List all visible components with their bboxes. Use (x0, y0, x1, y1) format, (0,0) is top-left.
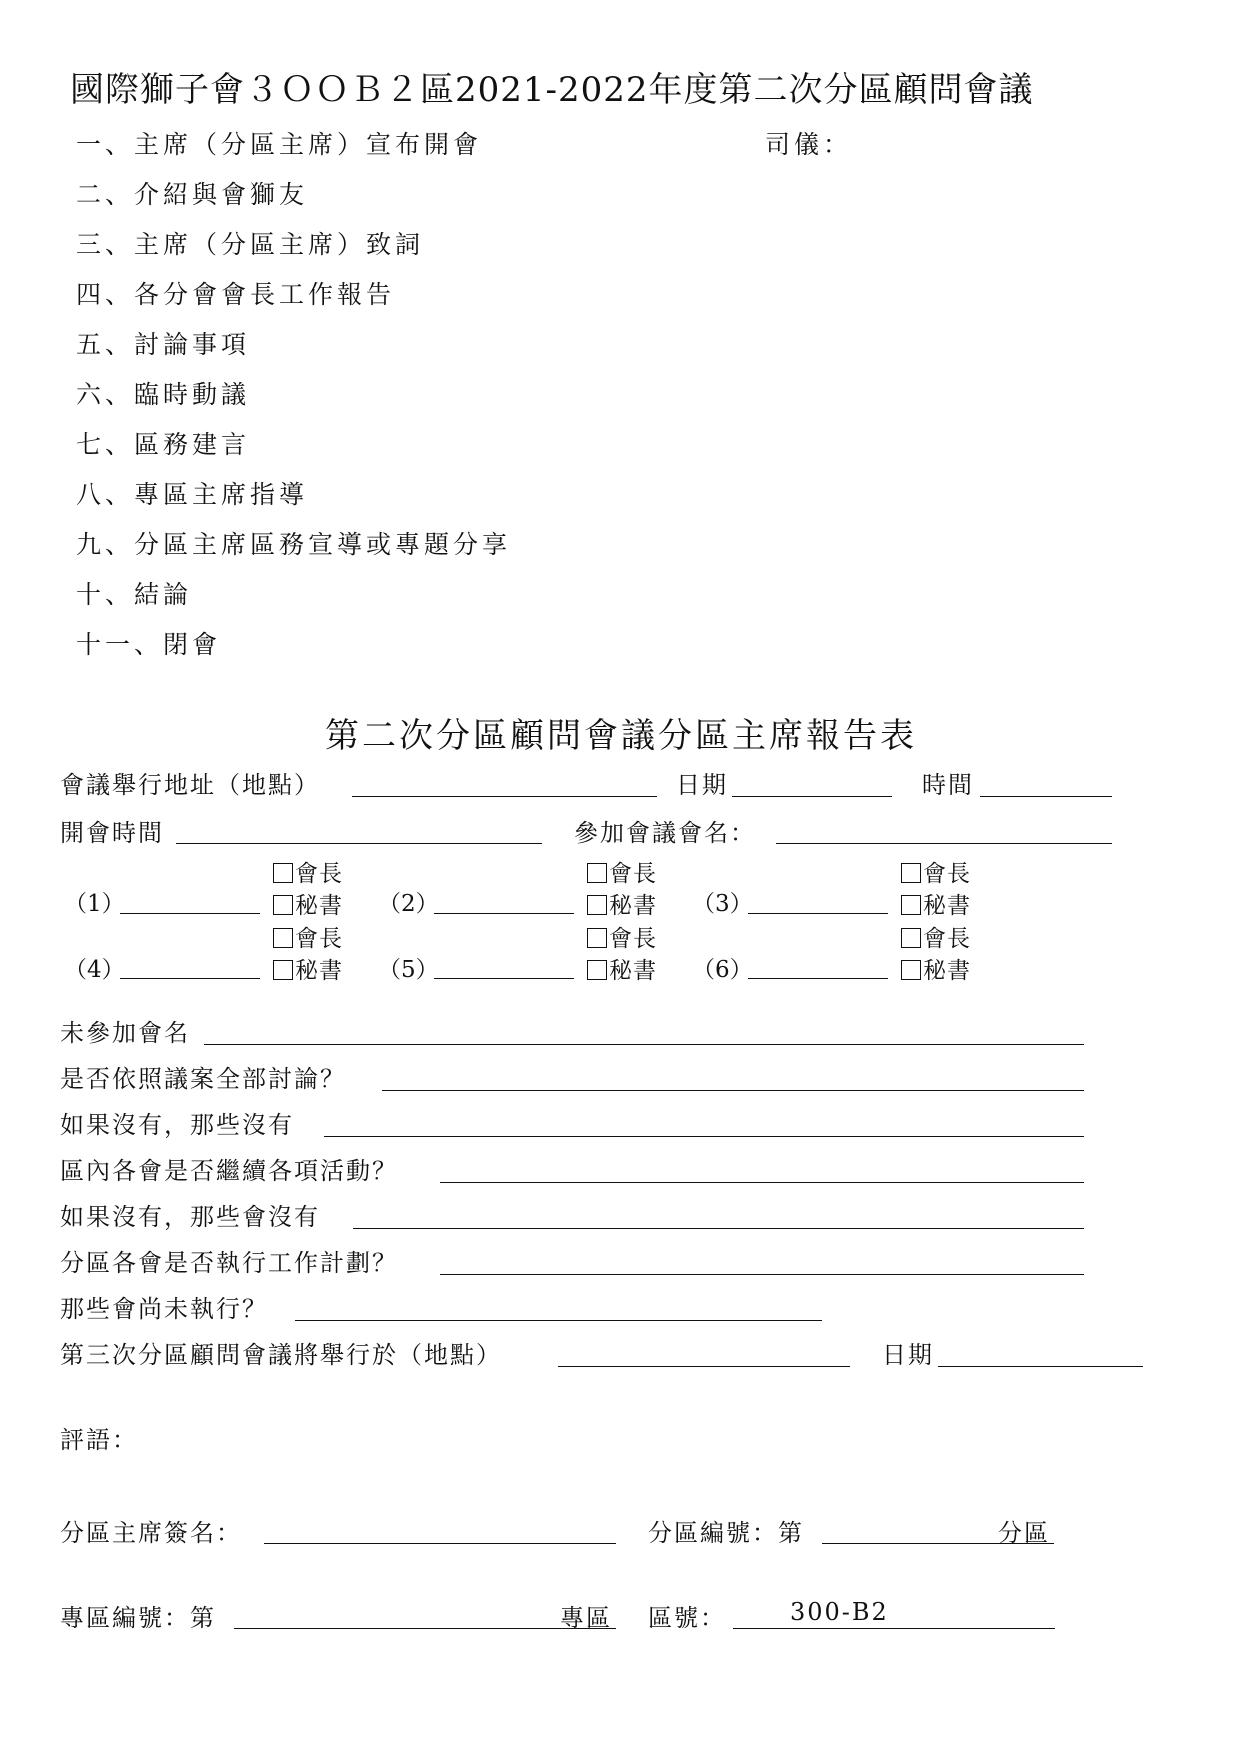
agenda-item: 十、結論 (76, 580, 193, 609)
answer-field[interactable] (440, 1274, 1084, 1275)
report-title: 第二次分區顧問會議分區主席報告表 (325, 716, 917, 756)
agenda-item: 八、專區主席指導 (76, 480, 309, 509)
district-label: 區號： (648, 1604, 726, 1632)
next-meeting-label: 第三次分區顧問會議將舉行於（地點） (60, 1341, 502, 1369)
checkbox[interactable] (273, 960, 293, 980)
role-option[interactable]: 秘書 (901, 955, 971, 987)
next-meeting-location-field[interactable] (558, 1366, 850, 1367)
district-value: 300-B2 (790, 1598, 889, 1626)
role-option[interactable]: 會長 (273, 858, 343, 890)
agenda-item: 二、介紹與會獅友 (76, 180, 309, 209)
question-label: 分區各會是否執行工作計劃？ (60, 1249, 398, 1277)
agenda-item: 六、臨時動議 (76, 380, 251, 409)
answer-field[interactable] (204, 1044, 1084, 1045)
address-field[interactable] (352, 796, 657, 797)
district-field[interactable] (733, 1628, 1055, 1629)
checkbox[interactable] (901, 960, 921, 980)
agenda-item: 三、主席（分區主席）致詞 (76, 230, 425, 259)
role-option[interactable]: 會長 (901, 923, 971, 955)
role-option[interactable]: 會長 (901, 858, 971, 890)
checkbox[interactable] (901, 928, 921, 948)
role-option[interactable]: 秘書 (587, 890, 657, 922)
entry-number: （2） (378, 891, 439, 917)
agenda-item: 五、討論事項 (76, 330, 251, 359)
role-option[interactable]: 秘書 (587, 955, 657, 987)
role-option[interactable]: 秘書 (273, 890, 343, 922)
agenda-item: 十一、閉會 (76, 630, 222, 659)
question-label: 那些會尚未執行？ (60, 1295, 268, 1323)
checkbox[interactable] (587, 863, 607, 883)
club-name-field[interactable] (120, 913, 260, 914)
start-time-field[interactable] (176, 843, 542, 844)
zone-suffix: 分區 (998, 1519, 1050, 1547)
answer-field[interactable] (440, 1182, 1084, 1183)
question-label: 未參加會名 (60, 1019, 190, 1047)
attending-clubs-field[interactable] (776, 843, 1112, 844)
zone-number-label: 分區編號：第 (648, 1519, 804, 1547)
agenda-item: 七、區務建言 (76, 430, 251, 459)
entry-number: （4） (64, 957, 125, 983)
entry-number: （5） (378, 957, 439, 983)
club-name-field[interactable] (434, 913, 574, 914)
role-option[interactable]: 會長 (273, 923, 343, 955)
answer-field[interactable] (382, 1090, 1084, 1091)
signature-label: 分區主席簽名： (60, 1519, 242, 1547)
club-name-field[interactable] (748, 978, 888, 979)
entry-number: （1） (64, 891, 125, 917)
agenda-item: 九、分區主席區務宣導或專題分享 (76, 530, 512, 559)
club-name-field[interactable] (748, 913, 888, 914)
next-date-label: 日期 (882, 1341, 934, 1369)
answer-field[interactable] (324, 1136, 1084, 1137)
signature-field[interactable] (264, 1543, 616, 1544)
question-label: 是否依照議案全部討論？ (60, 1065, 346, 1093)
time-field[interactable] (980, 796, 1112, 797)
entry-number: （3） (692, 891, 753, 917)
checkbox[interactable] (273, 895, 293, 915)
emcee-label: 司儀： (765, 130, 853, 159)
address-label: 會議舉行地址（地點） (60, 771, 320, 799)
date-field[interactable] (732, 796, 892, 797)
role-option[interactable]: 會長 (587, 923, 657, 955)
entry-number: （6） (692, 957, 753, 983)
checkbox[interactable] (587, 895, 607, 915)
checkbox[interactable] (273, 928, 293, 948)
checkbox[interactable] (587, 928, 607, 948)
club-name-field[interactable] (120, 978, 260, 979)
comments-label: 評語： (60, 1426, 138, 1454)
role-option[interactable]: 秘書 (901, 890, 971, 922)
date-label: 日期 (676, 771, 728, 799)
agenda-item: 四、各分會會長工作報告 (76, 280, 396, 309)
role-option[interactable]: 會長 (587, 858, 657, 890)
next-date-field[interactable] (938, 1366, 1143, 1367)
attending-clubs-label: 參加會議會名： (574, 819, 756, 847)
checkbox[interactable] (901, 863, 921, 883)
document-title: 國際獅子會３ＯＯＢ２區2021-2022年度第二次分區顧問會議 (70, 70, 1034, 110)
club-name-field[interactable] (434, 978, 574, 979)
agenda-item: 一、主席（分區主席）宣布開會 (76, 130, 483, 159)
question-label: 如果沒有，那些沒有 (60, 1111, 294, 1139)
region-suffix: 專區 (560, 1604, 612, 1632)
checkbox[interactable] (901, 895, 921, 915)
question-label: 如果沒有，那些會沒有 (60, 1203, 320, 1231)
role-option[interactable]: 秘書 (273, 955, 343, 987)
question-label: 區內各會是否繼續各項活動？ (60, 1157, 398, 1185)
start-time-label: 開會時間 (60, 819, 164, 847)
time-label: 時間 (922, 771, 974, 799)
answer-field[interactable] (295, 1320, 822, 1321)
checkbox[interactable] (587, 960, 607, 980)
region-number-label: 專區編號：第 (60, 1604, 216, 1632)
checkbox[interactable] (273, 863, 293, 883)
answer-field[interactable] (353, 1228, 1084, 1229)
region-number-field[interactable] (234, 1628, 616, 1629)
